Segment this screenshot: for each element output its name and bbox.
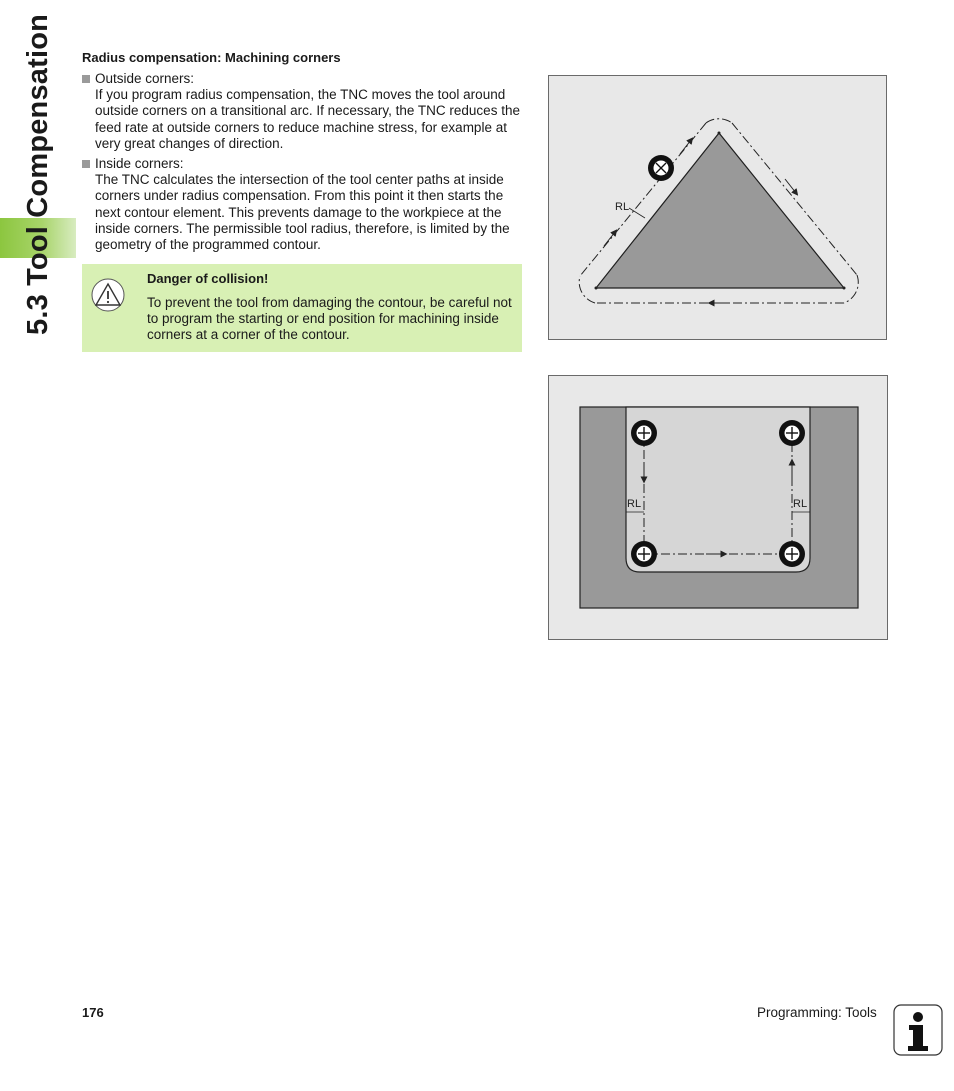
warning-triangle-icon bbox=[91, 278, 125, 312]
rl-label: RL bbox=[615, 201, 630, 213]
milling-cutter-icon bbox=[648, 155, 674, 181]
warning-title: Danger of collision! bbox=[147, 271, 269, 286]
bullet-label: Outside corners: bbox=[82, 71, 524, 87]
milling-cutter-icon bbox=[779, 420, 805, 446]
bullet-text: If you program radius compensation, the TNC moves the tool around outside corners on a transitional arc. If necessary, the TNC reduces the feed rate at outside corners to reduce machine stress, for example at very great changes of direction. bbox=[95, 87, 520, 151]
sidebar-title: 5.3 Tool Compensation bbox=[22, 13, 54, 335]
bullet-outside-corners bbox=[82, 71, 524, 152]
rl-label-left: RL bbox=[627, 498, 642, 510]
inside-corners-figure bbox=[548, 375, 888, 640]
milling-cutter-icon bbox=[631, 541, 657, 567]
page-number: 176 bbox=[82, 1005, 104, 1020]
bullet-label: Inside corners: bbox=[82, 156, 524, 172]
section-heading: Radius compensation: Machining corners bbox=[82, 50, 341, 65]
rl-label-right: RL bbox=[793, 498, 808, 510]
outside-corners-figure bbox=[548, 75, 887, 340]
collision-warning-box bbox=[82, 264, 522, 352]
milling-cutter-icon bbox=[631, 420, 657, 446]
milling-cutter-icon bbox=[779, 541, 805, 567]
rl-leader-line bbox=[629, 208, 645, 218]
pocket-workpiece bbox=[580, 407, 858, 608]
warning-text: To prevent the tool from damaging the contour, be careful not to program the starting or end position for machining inside corners at a corner of the contour. bbox=[147, 295, 512, 343]
info-icon bbox=[893, 1004, 943, 1056]
bullet-inside-corners bbox=[82, 156, 524, 253]
bullet-text: The TNC calculates the intersection of the tool center paths at inside corners under radius compensation. From this point it then starts the next contour element. This prevents damage to the workpiece at the inside corners. The permissible tool radius, therefore, is limited by the geometry of the programmed contour. bbox=[95, 172, 510, 253]
chapter-footer: Programming: Tools bbox=[757, 1005, 877, 1020]
